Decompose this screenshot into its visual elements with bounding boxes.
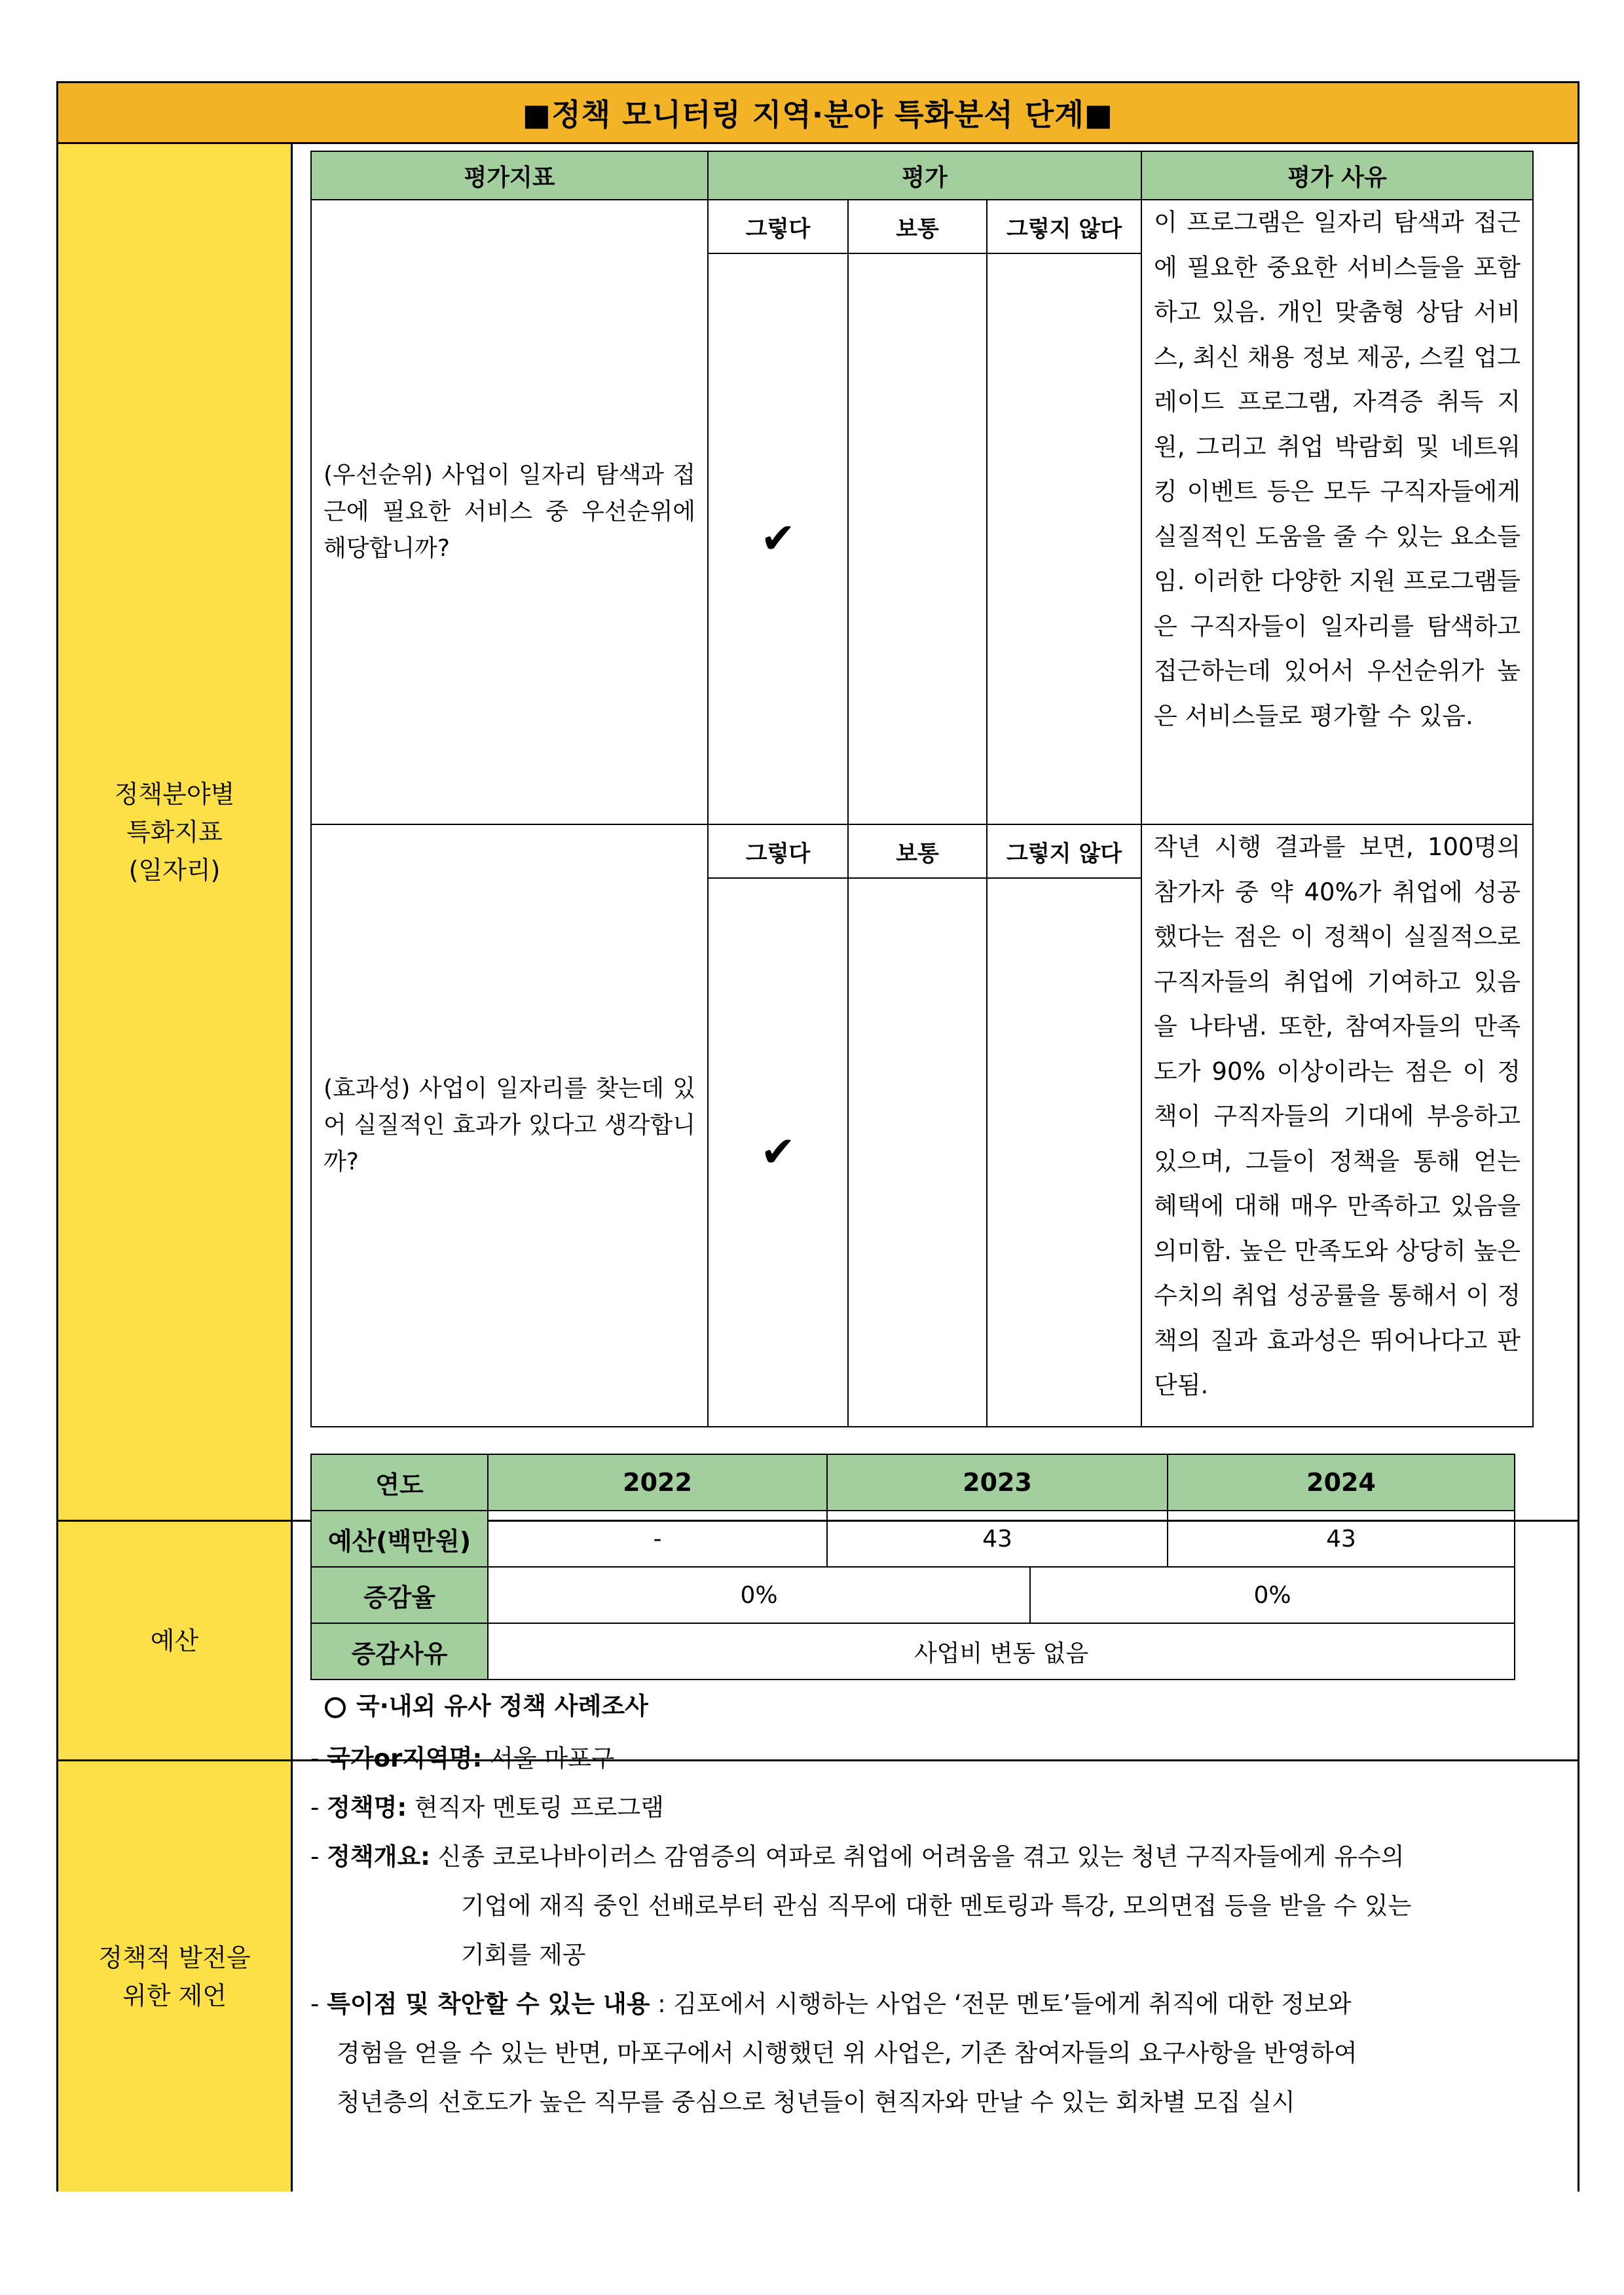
header-indicator: 평가지표 [311,151,708,200]
question-effectiveness: (효과성) 사업이 일자리를 찾는데 있어 실질적인 효과가 있다고 생각합니까? [311,824,708,1427]
check-mark-yes: ✔ [708,253,848,824]
budget-rate-2024: 0% [1030,1567,1515,1623]
question-priority: (우선순위) 사업이 일자리 탐색과 접근에 필요한 서비스 중 우선순위에 해당합니까? [311,200,708,824]
proposal-summary: - 정책개요: 신종 코로나바이러스 감염증의 여파로 취업에 어려움을 겪고 있는 청년 구직자들에게 유수의 [310,1843,1405,1871]
budget-table [310,1454,1515,1680]
budget-year-2023: 2023 [827,1454,1168,1511]
circle-bullet-icon [325,1697,346,1718]
budget-reason-label: 증감사유 [311,1623,488,1680]
section-label-budget: 예산 [58,1522,293,1759]
proposal-heading: 국·내외 유사 정책 사례조사 [356,1692,648,1720]
proposal-policy-name: - 정책명: 현직자 멘토링 프로그램 [310,1793,664,1822]
header-evaluation: 평가 [708,151,1141,200]
section-label-proposal: 정책적 발전을 위한 제언 [58,1761,293,2192]
budget-amount-2023: 43 [827,1511,1168,1567]
reason-priority: 이 프로그램은 일자리 탐색과 접근에 필요한 중요한 서비스들을 포함하고 있음. 개인 맞춤형 상담 서비스, 최신 채용 정보 제공, 스킬 업그레이드 프로그램, 자격증 취득 지원, 그리고 취업 박람회 및 네트워킹 이벤트 등은 모두 구직자들에게 실질적인 도움을 줄 수 있는 요소들임. 이러한 다양한 지원 프로그램들은 구직자들이 일자리를 탐색하고 접근하는데 있어서 우선순위가 높은 서비스들로 평가할 수 있음. [1141,200,1533,824]
proposal-summary-line3: 기회를 제공 [461,1941,586,1969]
budget-year-label: 연도 [311,1454,488,1511]
budget-amount-2022: - [488,1511,827,1567]
proposal-notes-line3: 청년층의 선호도가 높은 직무를 중심으로 청년들이 현직자와 만날 수 있는 회차별 모집 실시 [337,2088,1295,2116]
proposal-notes: - 특이점 및 착안할 수 있는 내용 : 김포에서 시행하는 사업은 ‘전문 멘토’들에게 취직에 대한 정보와 [310,1990,1352,2018]
option-yes: 그렇다 [708,200,848,253]
reason-effectiveness: 작년 시행 결과를 보면, 100명의 참가자 중 약 40%가 취업에 성공했다는 점은 이 정책이 실질적으로 구직자들의 취업에 기여하고 있음을 나타냄. 또한, 참여자들의 만족도가 90% 이상이라는 점은 이 정책이 구직자들의 기대에 부응하고 있으며, 그들이 정책을 통해 얻는 혜택에 대해 매우 만족하고 있음을 의미함. 높은 만족도와 상당히 높은 수치의 취업 성공률을 통해서 이 정책의 질과 효과성은 뛰어나다고 판단됨. [1141,824,1533,1427]
budget-rate-label: 증감율 [311,1567,488,1623]
option-no: 그렇지 않다 [987,200,1141,253]
proposal-notes-line2: 경험을 얻을 수 있는 반면, 마포구에서 시행했던 위 사업은, 기존 참여자들의 요구사항을 반영하여 [337,2039,1357,2067]
budget-amount-2024: 43 [1168,1511,1515,1567]
option-neutral: 보통 [848,824,987,878]
option-neutral: 보통 [848,200,987,253]
document-frame [56,81,1579,2192]
budget-year-2024: 2024 [1168,1454,1515,1511]
option-no: 그렇지 않다 [987,824,1141,878]
evaluation-table [310,151,1534,1427]
budget-rate-2023: 0% [488,1567,1030,1623]
header-reason: 평가 사유 [1141,151,1533,200]
check-cell-no [987,253,1141,824]
proposal-summary-line2: 기업에 재직 중인 선배로부터 관심 직무에 대한 멘토링과 특강, 모의면접 등을 받을 수 있는 [461,1892,1412,1920]
section-label-indicator: 정책분야별 특화지표 (일자리) [58,144,293,1520]
budget-year-2022: 2022 [488,1454,827,1511]
proposal-country: - 국가or지역명: 서울 마포구 [310,1744,615,1772]
check-cell-neutral [848,253,987,824]
check-cell-no [987,878,1141,1427]
check-cell-neutral [848,878,987,1427]
budget-reason: 사업비 변동 없음 [488,1623,1515,1680]
page-title: ■정책 모니터링 지역·분야 특화분석 단계■ [58,83,1578,144]
check-mark-yes: ✔ [708,878,848,1427]
budget-amount-label: 예산(백만원) [311,1511,488,1567]
option-yes: 그렇다 [708,824,848,878]
